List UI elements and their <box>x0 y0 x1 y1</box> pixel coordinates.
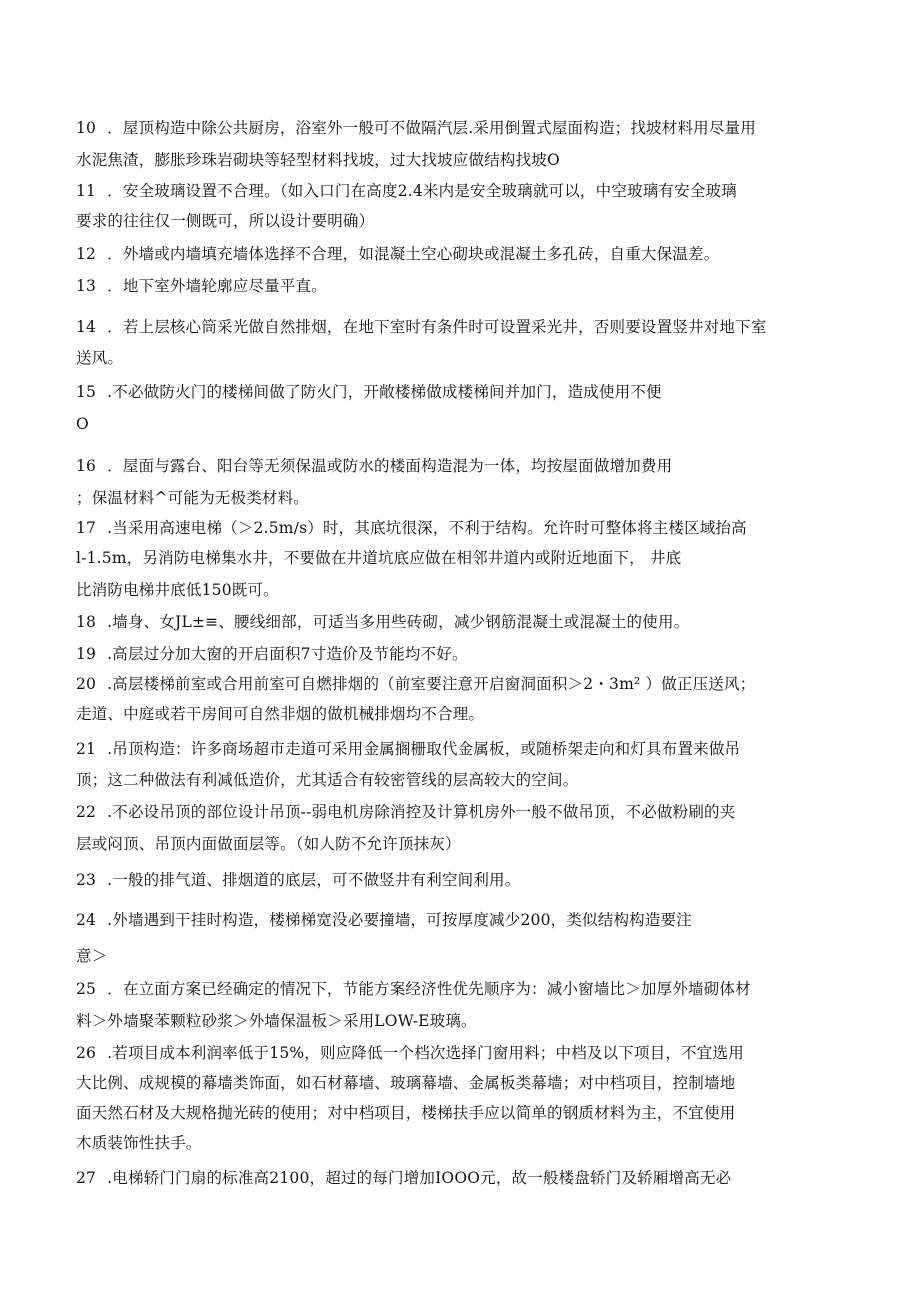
text-line <box>76 910 816 930</box>
item-number: 26 <box>76 1044 97 1062</box>
text-line <box>76 802 816 822</box>
text-line <box>76 946 816 966</box>
text-line <box>76 644 816 664</box>
text-line <box>76 612 816 632</box>
line-text: ．安全玻璃设置不合理。（如入口门在高度2.4米内是安全玻璃就可以，中空玻璃有安全玻璃 <box>102 182 737 200</box>
text-line <box>76 1133 816 1153</box>
text-line <box>76 150 816 170</box>
item-number: 15 <box>76 383 97 401</box>
text-line <box>76 674 816 694</box>
text-line <box>76 118 816 138</box>
text-line <box>76 488 816 508</box>
item-number: 18 <box>76 613 97 631</box>
line-text: ．地下室外墙轮廓应尽量平直。 <box>102 277 327 295</box>
line-text: 水泥焦渣，膨胀珍珠岩砌块等轻型材料找坡，过大找坡应做结构找坡O <box>76 151 560 169</box>
line-text: l-1.5m，另消防电梯集水井，不要做在井道坑底应做在相邻井道内或附近地面下， 井底 <box>76 549 682 567</box>
item-number: 10 <box>76 119 97 137</box>
text-line <box>76 382 816 402</box>
item-number: 16 <box>76 457 97 475</box>
text-line <box>76 834 816 854</box>
line-text: ．屋顶构造中除公共厨房，浴室外一般可不做隔汽层.采用倒置式屋面构造；找坡材料用尽量用 <box>102 119 756 137</box>
line-text: 要求的往往仅一侧既可，所以设计要明确） <box>76 212 375 230</box>
line-text: 木质装饰性扶手。 <box>76 1134 202 1152</box>
line-text: .高层过分加大窗的开启面积7寸造价及节能均不好。 <box>102 645 468 663</box>
text-line <box>76 518 816 538</box>
text-line <box>76 548 816 568</box>
line-text: 大比例、成规模的幕墙类饰面，如石材幕墙、玻璃幕墙、金属板类幕墙；对中档项目，控制墙地 <box>76 1074 736 1092</box>
line-text: 比消防电梯井底低150既可。 <box>76 581 279 599</box>
line-text: 顶；这二种做法有利减低造价，尤其适合有较密管线的层高较大的空间。 <box>76 771 579 789</box>
line-text: .当采用高速电梯（＞2.5m∕s）时，其底坑很深，不利于结构。允许时可整体将主楼区域抬高 <box>102 519 747 537</box>
line-text: .不必设吊顶的部位设计吊顶--弱电机房除消控及计算机房外一般不做吊顶，不必做粉刷的夹 <box>102 803 736 821</box>
line-text: 走道、中庭或若干房间可自然非烟的做机械排烟均不合理。 <box>76 705 485 723</box>
line-text: ．外墙或内墙填充墙体选择不合理，如混凝土空心砌块或混凝土多孔砖，自重大保温差。 <box>102 245 720 263</box>
line-text: .外墙遇到干挂时构造，楼梯梯宽没必要撞墙，可按厚度减少200，类似结构构造要注 <box>102 911 692 929</box>
line-text: O <box>76 415 89 433</box>
text-line <box>76 456 816 476</box>
text-line <box>76 770 816 790</box>
line-text: .不必做防火门的楼梯间做了防火门，开敞楼梯做成楼梯间并加门，造成使用不便 <box>102 383 662 401</box>
item-number: 27 <box>76 1169 97 1187</box>
text-line <box>76 704 816 724</box>
text-line <box>76 870 816 890</box>
text-line <box>76 414 816 434</box>
item-number: 19 <box>76 645 97 663</box>
item-number: 21 <box>76 740 97 758</box>
line-text: .高层楼梯前室或合用前室可自燃排烟的（前室要注意开启窗洞面积＞2・3m² ）做正压送风； <box>102 675 756 693</box>
line-text: ．若上层核心筒采光做自然排烟，在地下室时有条件时可设置采光井，否则要设置竖井对地下室 <box>102 318 767 336</box>
line-text: ．屋面与露台、阳台等无须保温或防水的楼面构造混为一体，均按屋面做增加费用 <box>102 457 673 475</box>
item-number: 11 <box>76 182 97 200</box>
item-number: 25 <box>76 980 97 998</box>
item-number: 20 <box>76 675 97 693</box>
line-text: .电梯轿门门扇的标准高2100，超过的每门增加IOOO元，故一般楼盘轿门及轿厢增高无必 <box>102 1169 732 1187</box>
line-text: .墙身、女JL±≡、腰线细部，可适当多用些砖砌，减少钢筋混凝土或混凝土的使用。 <box>102 613 690 631</box>
item-number: 23 <box>76 871 97 889</box>
line-text: 意＞ <box>76 947 108 965</box>
line-text: 面天然石材及大规格抛光砖的使用；对中档项目，楼梯扶手应以简单的钢质材料为主，不宜使用 <box>76 1104 736 1122</box>
text-line <box>76 979 816 999</box>
text-line <box>76 1168 816 1188</box>
text-line <box>76 1073 816 1093</box>
text-line <box>76 244 816 264</box>
item-number: 22 <box>76 803 97 821</box>
text-line <box>76 276 816 296</box>
text-line <box>76 1043 816 1063</box>
line-text: 料＞外墙聚苯颗粒砂浆＞外墙保温板＞采用LOW-E玻璃。 <box>76 1012 477 1030</box>
item-number: 17 <box>76 519 97 537</box>
text-line <box>76 181 816 201</box>
text-line <box>76 211 816 231</box>
line-text: .吊顶构造：许多商场超市走道可采用金属搁栅取代金属板，或随桥架走向和灯具布置来做吊 <box>102 740 741 758</box>
text-line <box>76 580 816 600</box>
text-line <box>76 1011 816 1031</box>
line-text: ．在立面方案已经确定的情况下，节能方案经济性优先顺序为：减小窗墙比＞加厚外墙砌体材 <box>102 980 751 998</box>
text-line <box>76 1103 816 1123</box>
item-number: 24 <box>76 911 97 929</box>
line-text: .若项目成本利润率低于15%，则应降低一个档次选择门窗用料；中档及以下项目，不宜选用 <box>102 1044 744 1062</box>
item-number: 14 <box>76 318 97 336</box>
text-line <box>76 739 816 759</box>
item-number: 12 <box>76 245 97 263</box>
item-number: 13 <box>76 277 97 295</box>
line-text: ；保温材料^可能为无极类材料。 <box>76 489 309 507</box>
line-text: 层或闷顶、吊顶内面做面层等。（如人防不允许顶抹灰） <box>76 835 461 853</box>
line-text: .一般的排气道、排烟道的底层，可不做竖井有利空间利用。 <box>102 871 521 889</box>
line-text: 送风。 <box>76 349 124 367</box>
text-line <box>76 317 816 337</box>
text-line <box>76 348 816 368</box>
